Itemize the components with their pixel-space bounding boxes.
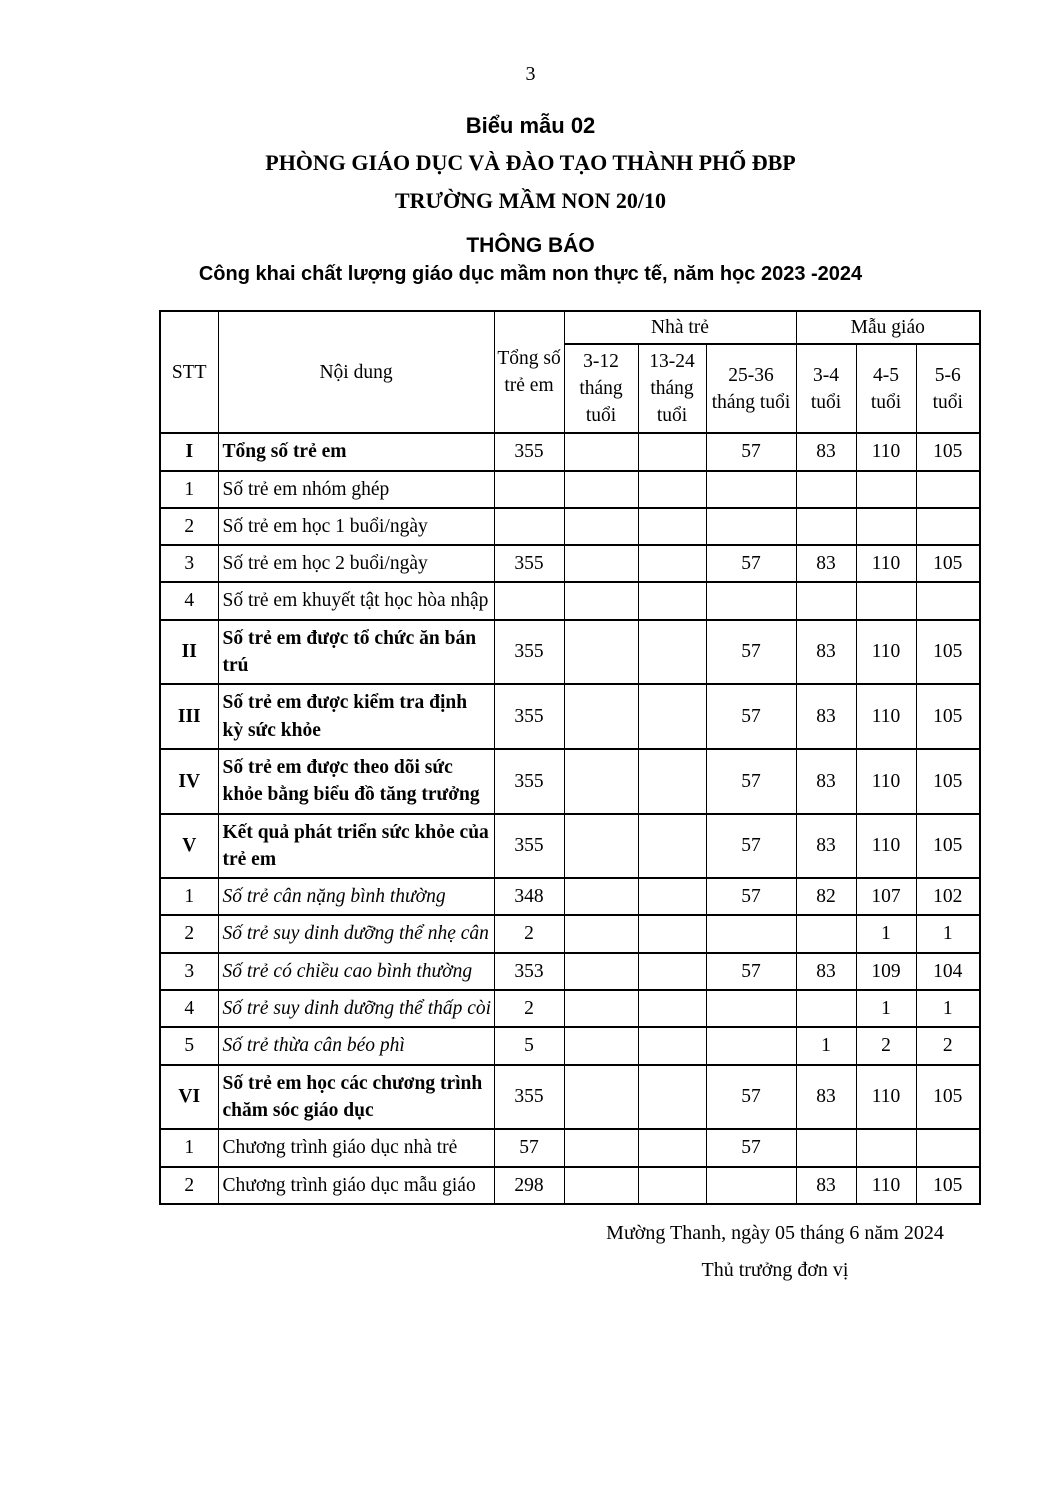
value-cell: 57: [706, 1129, 796, 1166]
value-cell: 1: [856, 990, 916, 1027]
value-cell: 83: [796, 1167, 856, 1204]
row-index-cell: I: [160, 433, 218, 470]
row-index-cell: 2: [160, 508, 218, 545]
value-cell: [638, 433, 706, 470]
value-cell: 105: [916, 620, 980, 685]
row-index-cell: 1: [160, 878, 218, 915]
value-cell: [706, 582, 796, 619]
value-cell: [564, 433, 638, 470]
row-label-cell: Số trẻ em được tổ chức ăn bán trú: [218, 620, 494, 685]
row-label-cell: Số trẻ em được kiểm tra định kỳ sức khỏe: [218, 684, 494, 749]
value-cell: [564, 814, 638, 879]
table-row: [160, 953, 980, 990]
value-cell: [564, 545, 638, 582]
value-cell: [706, 990, 796, 1027]
table-row: [160, 620, 980, 685]
value-cell: [638, 1027, 706, 1064]
value-cell: 2: [494, 915, 564, 952]
value-cell: 57: [706, 1065, 796, 1130]
value-cell: 355: [494, 1065, 564, 1130]
row-index-cell: 1: [160, 471, 218, 508]
value-cell: 1: [856, 915, 916, 952]
table-row: [160, 545, 980, 582]
row-index-cell: 4: [160, 990, 218, 1027]
table-row: [160, 1167, 980, 1204]
value-cell: [706, 1167, 796, 1204]
value-cell: 83: [796, 684, 856, 749]
value-cell: [916, 508, 980, 545]
value-cell: 83: [796, 620, 856, 685]
value-cell: [706, 915, 796, 952]
document-footer: [570, 1221, 980, 1283]
value-cell: [564, 749, 638, 814]
value-cell: [638, 915, 706, 952]
value-cell: 2: [916, 1027, 980, 1064]
value-cell: [706, 471, 796, 508]
value-cell: [916, 471, 980, 508]
value-cell: 105: [916, 749, 980, 814]
value-cell: 57: [706, 814, 796, 879]
value-cell: [638, 1065, 706, 1130]
footer-signer-title: Thủ trưởng đơn vị: [701, 1258, 849, 1281]
value-cell: 105: [916, 814, 980, 879]
value-cell: 83: [796, 1065, 856, 1130]
value-cell: 57: [706, 878, 796, 915]
header-4-5-tuoi: 4-5 tuổi: [856, 344, 916, 433]
value-cell: [494, 508, 564, 545]
value-cell: 105: [916, 1167, 980, 1204]
footer-place-date: Mường Thanh, ngày 05 tháng 6 năm 2024: [606, 1221, 944, 1244]
row-label-cell: Số trẻ có chiều cao bình thường: [218, 953, 494, 990]
table-row: [160, 814, 980, 879]
department-name: PHÒNG GIÁO DỤC VÀ ĐÀO TẠO THÀNH PHỐ ĐBP: [265, 150, 796, 175]
value-cell: [564, 1129, 638, 1166]
header-tong-so-tre-em: Tổng số trẻ em: [494, 311, 564, 433]
value-cell: 57: [706, 545, 796, 582]
header-noi-dung: Nội dung: [218, 311, 494, 433]
header-3-4-tuoi: 3-4 tuổi: [796, 344, 856, 433]
value-cell: [796, 508, 856, 545]
value-cell: [638, 508, 706, 545]
row-label-cell: Số trẻ thừa cân béo phì: [218, 1027, 494, 1064]
value-cell: [638, 684, 706, 749]
value-cell: 110: [856, 433, 916, 470]
value-cell: 110: [856, 1065, 916, 1130]
value-cell: [856, 471, 916, 508]
table-row: [160, 1027, 980, 1064]
value-cell: 110: [856, 1167, 916, 1204]
value-cell: 298: [494, 1167, 564, 1204]
table-row: [160, 433, 980, 470]
value-cell: 110: [856, 620, 916, 685]
value-cell: [564, 471, 638, 508]
value-cell: 83: [796, 433, 856, 470]
row-label-cell: Số trẻ cân nặng bình thường: [218, 878, 494, 915]
value-cell: [564, 915, 638, 952]
value-cell: 2: [856, 1027, 916, 1064]
value-cell: [638, 1129, 706, 1166]
school-name: TRƯỜNG MẦM NON 20/10: [394, 188, 667, 213]
value-cell: 355: [494, 620, 564, 685]
value-cell: [638, 582, 706, 619]
quality-table: [159, 310, 981, 1205]
value-cell: [856, 582, 916, 619]
row-index-cell: 2: [160, 915, 218, 952]
table-row: [160, 471, 980, 508]
value-cell: [564, 582, 638, 619]
value-cell: 110: [856, 814, 916, 879]
value-cell: 110: [856, 749, 916, 814]
notice-subtitle: Công khai chất lượng giáo dục mầm non thực tế, năm học 2023 -2024: [198, 263, 863, 285]
value-cell: [494, 582, 564, 619]
value-cell: [638, 620, 706, 685]
row-index-cell: 3: [160, 953, 218, 990]
value-cell: 57: [706, 684, 796, 749]
value-cell: [856, 508, 916, 545]
value-cell: [796, 915, 856, 952]
value-cell: [638, 1167, 706, 1204]
value-cell: 2: [494, 990, 564, 1027]
row-index-cell: 3: [160, 545, 218, 582]
value-cell: [638, 749, 706, 814]
value-cell: [564, 620, 638, 685]
value-cell: 57: [494, 1129, 564, 1166]
header-3-12-thang: 3-12 tháng tuổi: [564, 344, 638, 433]
value-cell: 83: [796, 814, 856, 879]
value-cell: 109: [856, 953, 916, 990]
value-cell: [564, 684, 638, 749]
table-row: [160, 990, 980, 1027]
row-index-cell: 5: [160, 1027, 218, 1064]
value-cell: 107: [856, 878, 916, 915]
value-cell: [916, 582, 980, 619]
row-index-cell: IV: [160, 749, 218, 814]
page-number: 3: [525, 63, 536, 85]
value-cell: 104: [916, 953, 980, 990]
value-cell: 1: [916, 990, 980, 1027]
value-cell: 82: [796, 878, 856, 915]
header-13-24-thang: 13-24 tháng tuổi: [638, 344, 706, 433]
table-body: [160, 433, 980, 1204]
row-index-cell: VI: [160, 1065, 218, 1130]
row-label-cell: Chương trình giáo dục nhà trẻ: [218, 1129, 494, 1166]
value-cell: [564, 990, 638, 1027]
row-label-cell: Số trẻ suy dinh dưỡng thể thấp còi: [218, 990, 494, 1027]
value-cell: [564, 508, 638, 545]
row-index-cell: 1: [160, 1129, 218, 1166]
value-cell: 355: [494, 433, 564, 470]
value-cell: [638, 814, 706, 879]
value-cell: 105: [916, 433, 980, 470]
row-label-cell: Chương trình giáo dục mẫu giáo: [218, 1167, 494, 1204]
row-label-cell: Số trẻ suy dinh dưỡng thể nhẹ cân: [218, 915, 494, 952]
value-cell: 83: [796, 953, 856, 990]
row-index-cell: II: [160, 620, 218, 685]
value-cell: 5: [494, 1027, 564, 1064]
row-index-cell: 2: [160, 1167, 218, 1204]
value-cell: 348: [494, 878, 564, 915]
value-cell: [638, 953, 706, 990]
value-cell: [796, 1129, 856, 1166]
row-index-cell: III: [160, 684, 218, 749]
value-cell: [638, 471, 706, 508]
value-cell: [638, 545, 706, 582]
row-label-cell: Số trẻ em được theo dõi sức khỏe bằng biểu đồ tăng trưởng: [218, 749, 494, 814]
value-cell: 57: [706, 433, 796, 470]
value-cell: 355: [494, 749, 564, 814]
value-cell: [706, 1027, 796, 1064]
value-cell: [706, 508, 796, 545]
value-cell: 57: [706, 620, 796, 685]
notice-title: THÔNG BÁO: [466, 234, 595, 257]
table-header-row-groups: [160, 311, 980, 344]
table-row: [160, 582, 980, 619]
value-cell: [564, 1065, 638, 1130]
table-row: [160, 1065, 980, 1130]
value-cell: 355: [494, 814, 564, 879]
form-label: Biểu mẫu 02: [465, 113, 596, 138]
value-cell: 110: [856, 684, 916, 749]
value-cell: 83: [796, 545, 856, 582]
value-cell: [564, 878, 638, 915]
value-cell: [494, 471, 564, 508]
row-label-cell: Số trẻ em nhóm ghép: [218, 471, 494, 508]
header-5-6-tuoi: 5-6 tuổi: [916, 344, 980, 433]
value-cell: 57: [706, 749, 796, 814]
value-cell: 353: [494, 953, 564, 990]
value-cell: [796, 582, 856, 619]
header-stt: STT: [160, 311, 218, 433]
value-cell: 1: [796, 1027, 856, 1064]
value-cell: [916, 1129, 980, 1166]
value-cell: 102: [916, 878, 980, 915]
row-index-cell: V: [160, 814, 218, 879]
row-label-cell: Số trẻ em học các chương trình chăm sóc giáo dục: [218, 1065, 494, 1130]
value-cell: 105: [916, 545, 980, 582]
row-label-cell: Số trẻ em học 2 buổi/ngày: [218, 545, 494, 582]
value-cell: [564, 1027, 638, 1064]
value-cell: 105: [916, 684, 980, 749]
table-row: [160, 1129, 980, 1166]
row-label-cell: Kết quả phát triển sức khỏe của trẻ em: [218, 814, 494, 879]
value-cell: [796, 471, 856, 508]
value-cell: [856, 1129, 916, 1166]
table-row: [160, 684, 980, 749]
value-cell: [638, 990, 706, 1027]
header-nha-tre: Nhà trẻ: [564, 311, 796, 344]
row-label-cell: Tổng số trẻ em: [218, 433, 494, 470]
value-cell: 105: [916, 1065, 980, 1130]
value-cell: 57: [706, 953, 796, 990]
value-cell: 355: [494, 684, 564, 749]
value-cell: 110: [856, 545, 916, 582]
row-label-cell: Số trẻ em học 1 buổi/ngày: [218, 508, 494, 545]
value-cell: [638, 878, 706, 915]
table-row: [160, 915, 980, 952]
table-row: [160, 749, 980, 814]
table-row: [160, 508, 980, 545]
row-label-cell: Số trẻ em khuyết tật học hòa nhập: [218, 582, 494, 619]
value-cell: 83: [796, 749, 856, 814]
value-cell: 355: [494, 545, 564, 582]
value-cell: 1: [916, 915, 980, 952]
header-mau-giao: Mẫu giáo: [796, 311, 980, 344]
header-25-36-thang: 25-36 tháng tuổi: [706, 344, 796, 433]
row-index-cell: 4: [160, 582, 218, 619]
value-cell: [564, 1167, 638, 1204]
value-cell: [796, 990, 856, 1027]
value-cell: [564, 953, 638, 990]
table-row: [160, 878, 980, 915]
